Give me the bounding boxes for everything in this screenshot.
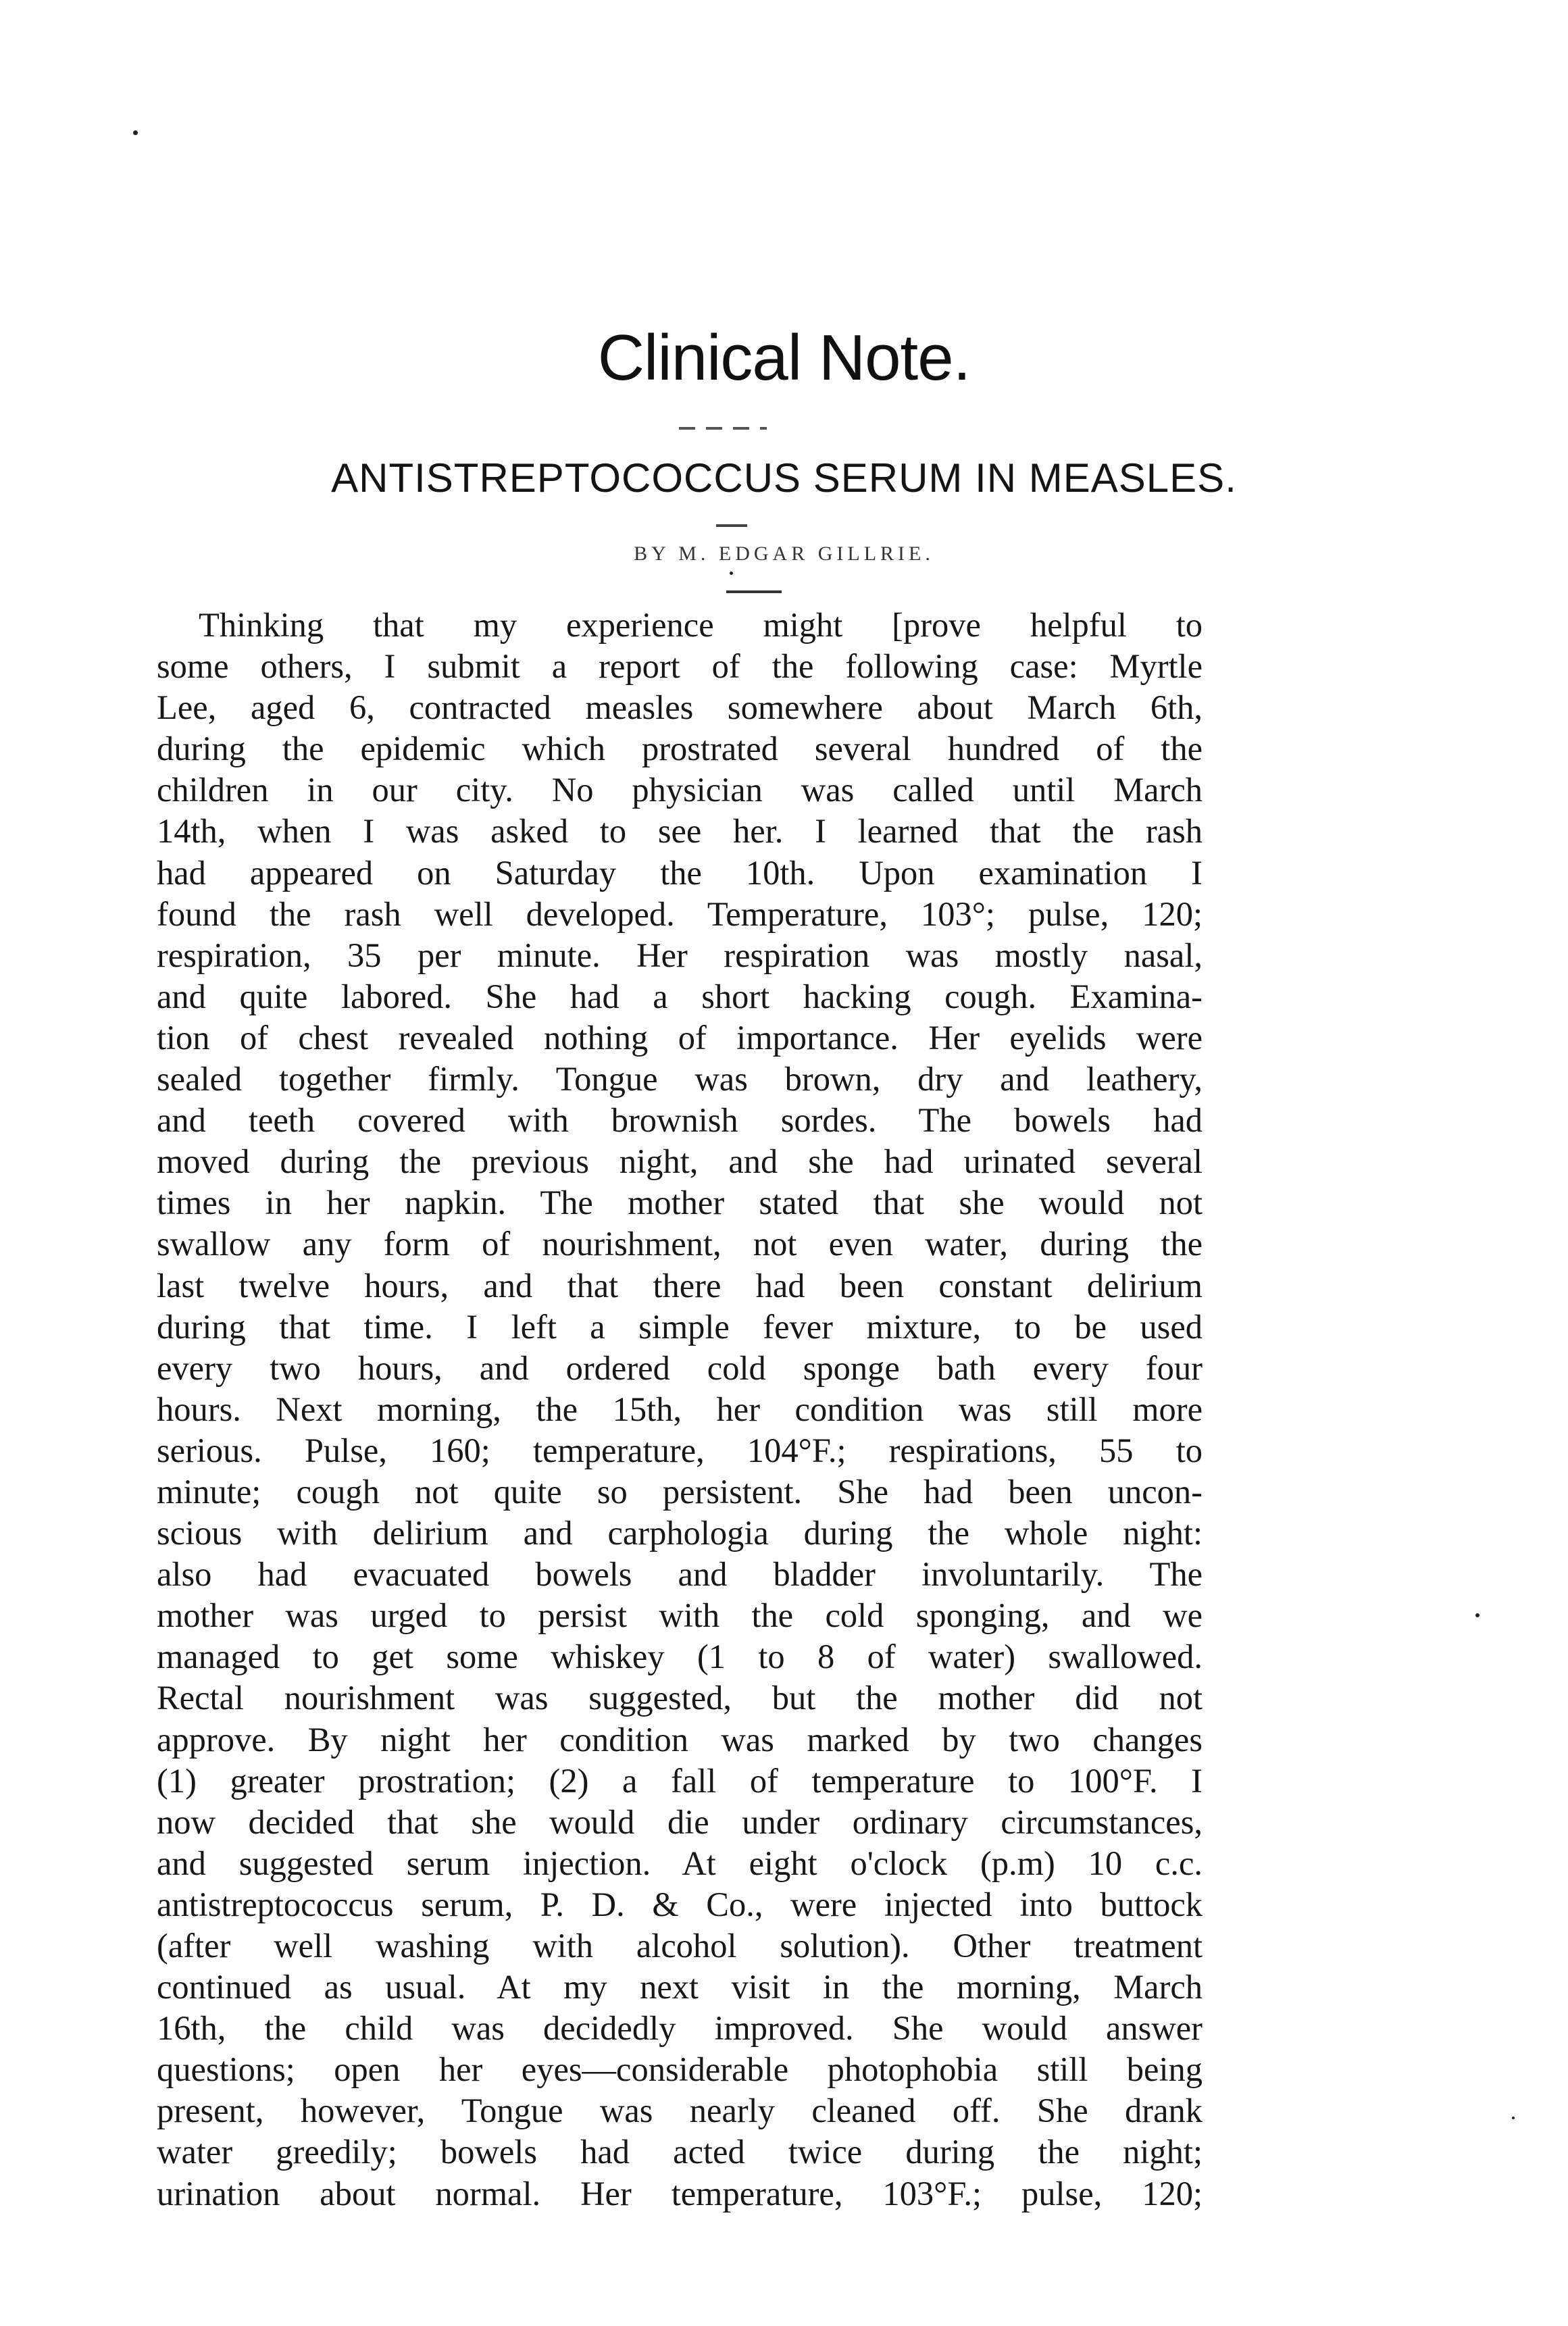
body-line: (after well washing with alcohol solution). Other treatment xyxy=(157,1927,1203,1965)
body-line: had appeared on Saturday the 10th. Upon examination I xyxy=(157,853,1203,892)
ink-speck xyxy=(133,130,138,135)
body-line: and suggested serum injection. At eight o'clock (p.m) 10 c.c. xyxy=(157,1844,1203,1882)
page-title: Clinical Note. xyxy=(597,322,971,394)
body-line: Thinking that my experience might [prove helpful to xyxy=(199,606,1203,644)
body-line: present, however, Tongue was nearly cleaned off. She drank xyxy=(157,2092,1203,2130)
ink-speck xyxy=(1512,2117,1515,2119)
body-line: minute; cough not quite so persistent. She had been uncon- xyxy=(157,1472,1203,1511)
body-line: hours. Next morning, the 15th, her condition was still more xyxy=(157,1390,1203,1428)
body-line: times in her napkin. The mother stated that she would not xyxy=(157,1184,1203,1222)
body-line: found the rash well developed. Temperature, 103°; pulse, 120; xyxy=(157,894,1203,933)
body-line: some others, I submit a report of the following case: Myrtle xyxy=(157,647,1203,686)
article-body xyxy=(157,605,1203,2215)
article-subtitle: ANTISTREPTOCOCCUS SERUM IN MEASLES. xyxy=(331,455,1237,501)
body-line: water greedily; bowels had acted twice during the night; xyxy=(157,2133,1203,2171)
body-line: continued as usual. At my next visit in the morning, March xyxy=(157,1968,1203,2006)
body-line: swallow any form of nourishment, not even water, during the xyxy=(157,1225,1203,1263)
body-line: every two hours, and ordered cold sponge bath every four xyxy=(157,1348,1203,1387)
subtitle-divider xyxy=(716,524,747,527)
body-line: questions; open her eyes—considerable photophobia still being xyxy=(157,2050,1203,2089)
body-line: Rectal nourishment was suggested, but the mother did not xyxy=(157,1679,1203,1717)
body-line: serious. Pulse, 160; temperature, 104°F.; respirations, 55 to xyxy=(157,1431,1203,1469)
body-line: children in our city. No physician was called until March xyxy=(157,771,1203,809)
body-line: (1) greater prostration; (2) a fall of temperature to 100°F. I xyxy=(157,1761,1203,1800)
body-line: and quite labored. She had a short hacking cough. Examina- xyxy=(157,977,1203,1015)
body-line: sealed together firmly. Tongue was brown, dry and leathery, xyxy=(157,1060,1203,1098)
ink-speck xyxy=(730,572,733,575)
author-byline: BY M. EDGAR GILLRIE. xyxy=(634,542,934,565)
body-line: scious with delirium and carphologia during the whole night: xyxy=(157,1514,1203,1552)
title-divider xyxy=(679,427,767,430)
body-line: now decided that she would die under ordinary circumstances, xyxy=(157,1802,1203,1841)
body-line: tion of chest revealed nothing of importance. Her eyelids were xyxy=(157,1018,1203,1057)
body-line: respiration, 35 per minute. Her respiration was mostly nasal, xyxy=(157,936,1203,974)
body-line: 14th, when I was asked to see her. I learned that the rash xyxy=(157,812,1203,851)
body-line: approve. By night her condition was marked by two changes xyxy=(157,1720,1203,1759)
body-line: also had evacuated bowels and bladder involuntarily. The xyxy=(157,1555,1203,1594)
body-line: moved during the previous night, and she had urinated several xyxy=(157,1142,1203,1181)
byline-divider xyxy=(726,590,782,593)
body-line: antistreptococcus serum, P. D. & Co., were injected into buttock xyxy=(157,1885,1203,1923)
body-line: 16th, the child was decidedly improved. She would answer xyxy=(157,2009,1203,2048)
body-line: mother was urged to persist with the cold sponging, and we xyxy=(157,1596,1203,1635)
body-line: during that time. I left a simple fever mixture, to be used xyxy=(157,1307,1203,1346)
body-line: managed to get some whiskey (1 to 8 of water) swallowed. xyxy=(157,1638,1203,1676)
body-line: Lee, aged 6, contracted measles somewhere about March 6th, xyxy=(157,688,1203,727)
body-line: urination about normal. Her temperature, 103°F.; pulse, 120; xyxy=(157,2174,1203,2213)
body-line: during the epidemic which prostrated several hundred of the xyxy=(157,730,1203,768)
body-line: and teeth covered with brownish sordes. The bowels had xyxy=(157,1101,1203,1140)
body-line: last twelve hours, and that there had been constant delirium xyxy=(157,1266,1203,1305)
ink-speck xyxy=(1475,1613,1480,1617)
